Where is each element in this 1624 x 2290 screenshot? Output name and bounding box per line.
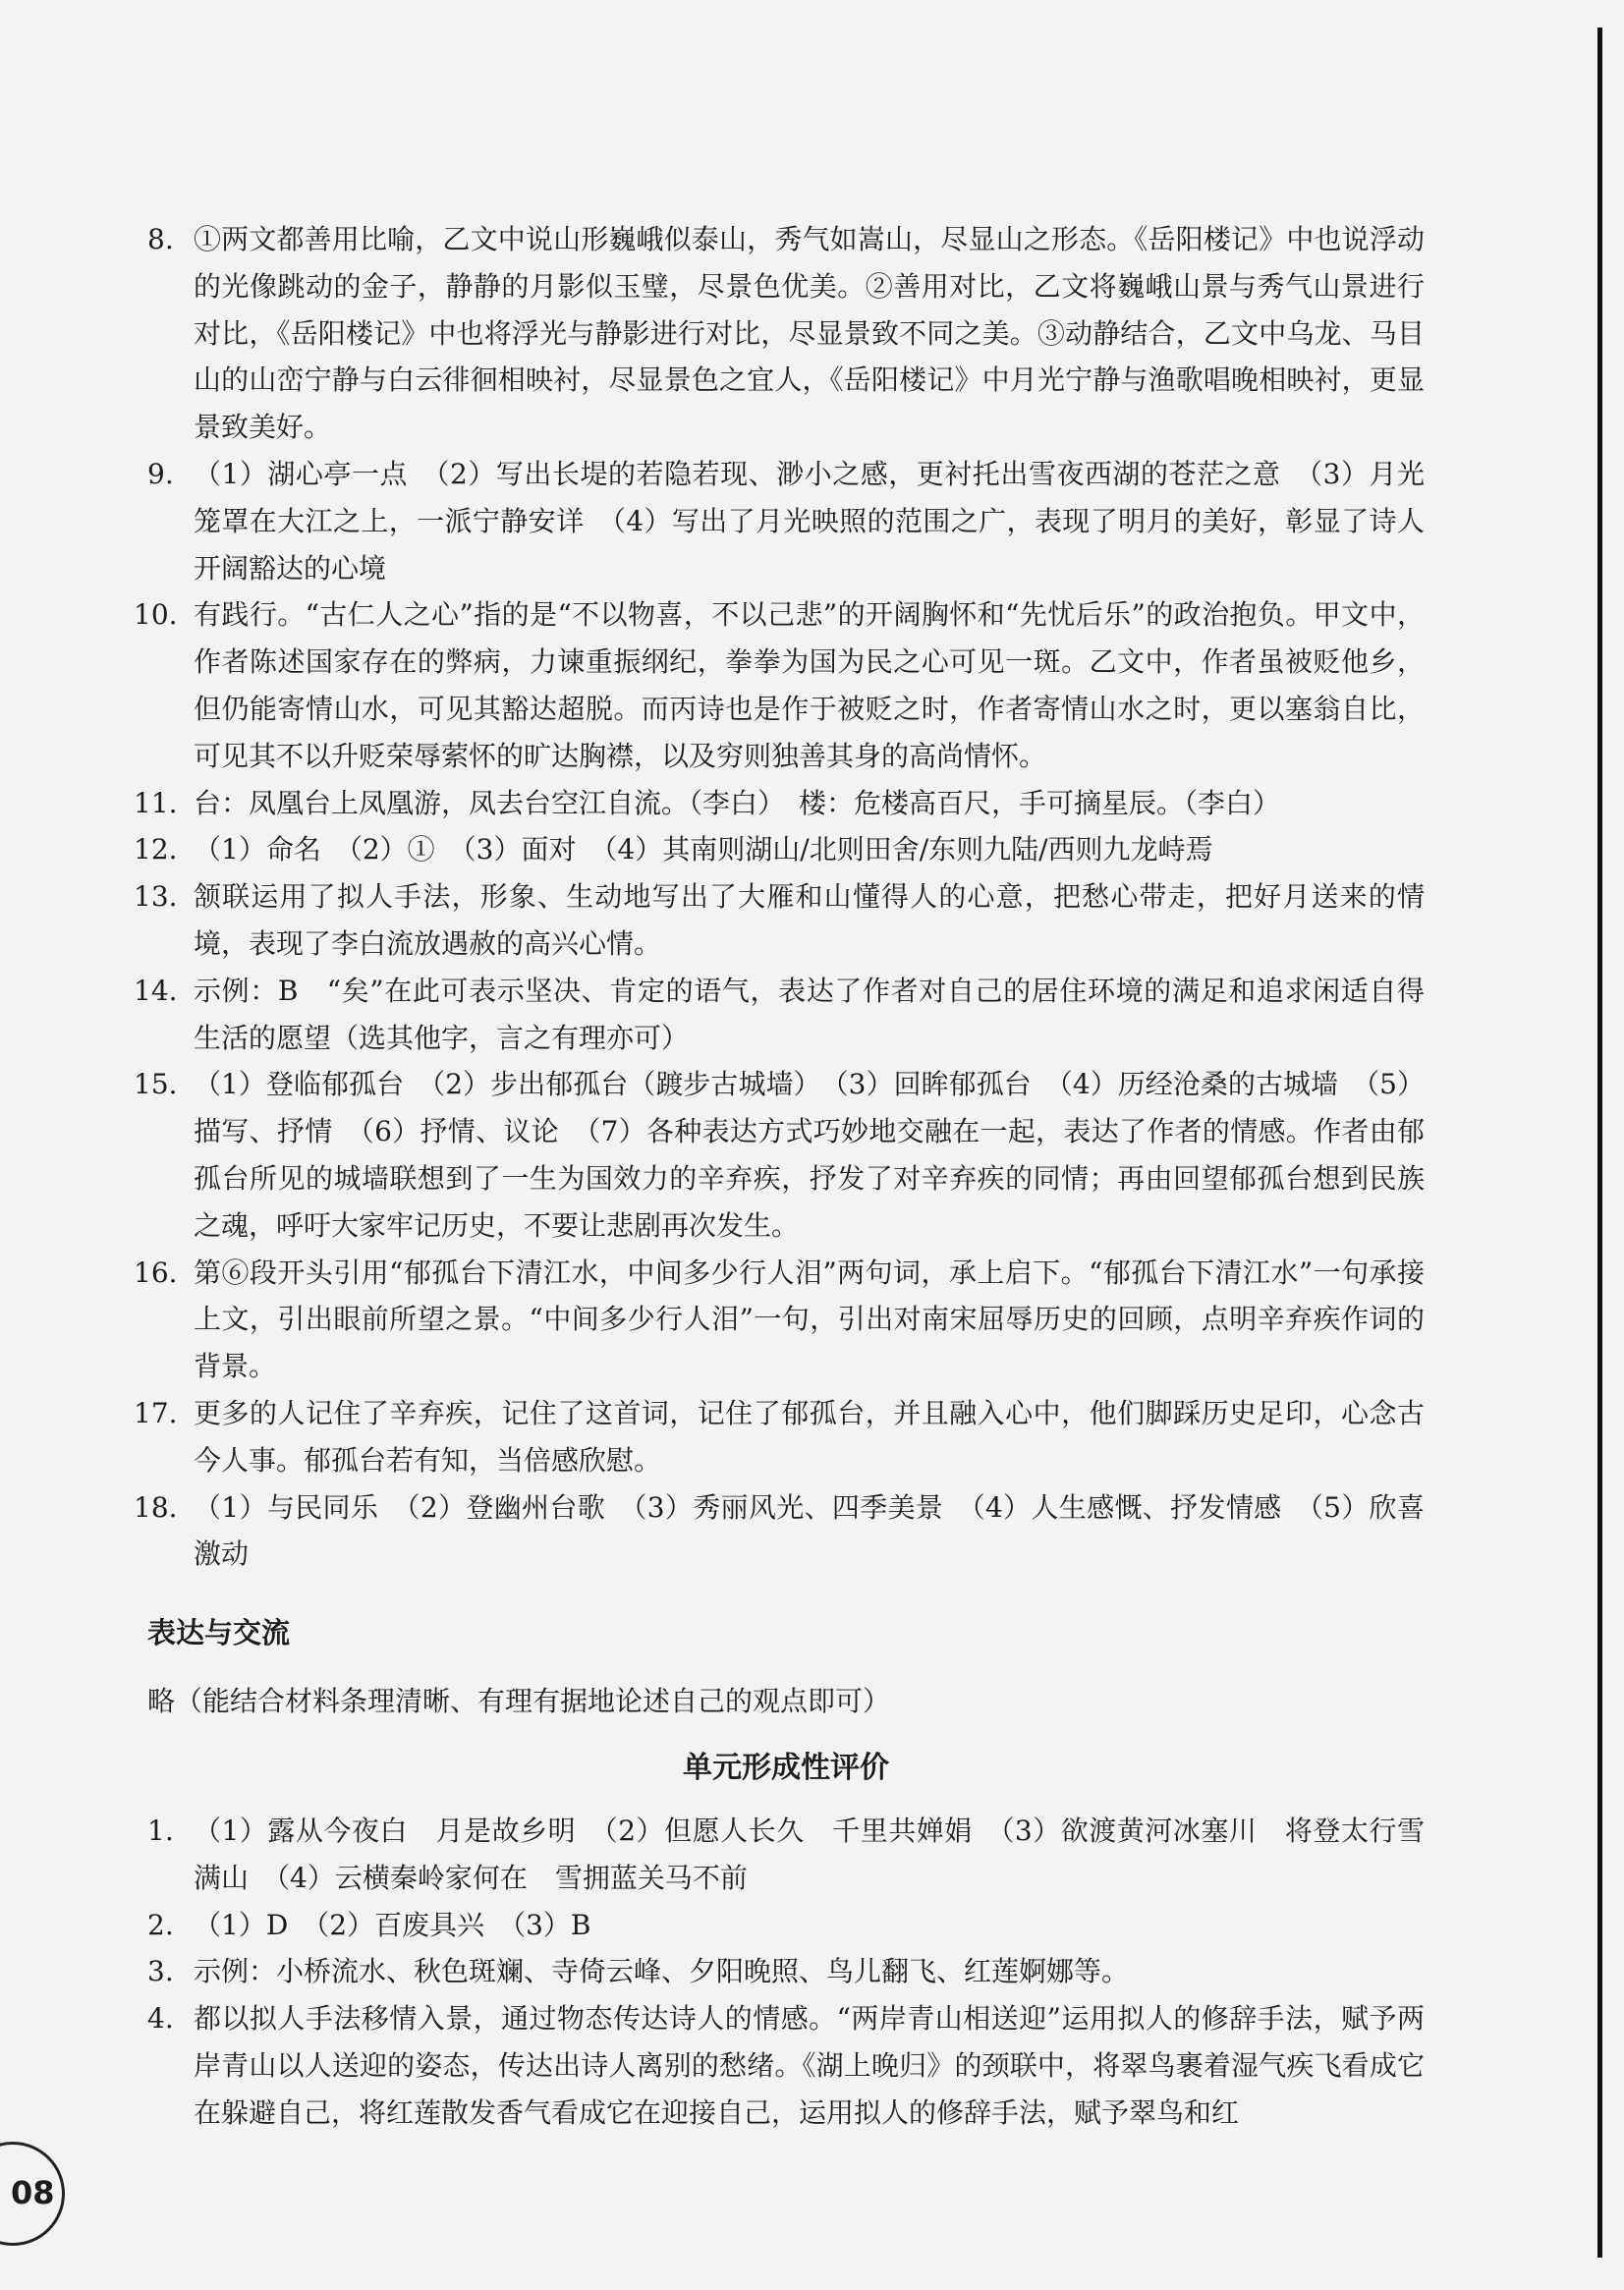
answer-item-18: 18. （1）与民同乐 （2）登幽州台歌 （3）秀丽风光、四季美景 （4）人生感慨、抒发情感 （5）欣喜激动 xyxy=(134,1490,1425,1571)
answer-item-b2: 2. （1）D （2）百废具兴 （3）B xyxy=(147,1908,591,1941)
answer-item-11: 11. 台：凤凰台上凤凰游，凤去台空江自流。（李白） 楼：危楼高百尺，手可摘星辰。（李白） xyxy=(134,786,1281,819)
page-number: 08 xyxy=(11,2174,55,2211)
answer-item-17: 17. 更多的人记住了辛弃疾，记住了这首词，记住了郁孤台，并且融入心中，他们脚踩历史足印，心念古今人事。郁孤台若有知，当倍感欣慰。 xyxy=(134,1396,1425,1477)
answer-item-14: 14. 示例：B “矣”在此可表示坚决、肯定的语气，表达了作者对自己的居住环境的满足和追求闲适自得生活的愿望（选其他字，言之有理亦可） xyxy=(134,974,1425,1054)
answer-item-b1: 1. （1）露从今夜白 月是故乡明 （2）但愿人长久 千里共婵娟 （3）欲渡黄河冰塞川 将登太行雪满山 （4）云横秦岭家何在 雪拥蓝关马不前 xyxy=(147,1814,1425,1894)
unit-title: 单元形成性评价 xyxy=(683,1750,889,1785)
answer-item-13: 13. 颔联运用了拟人手法，形象、生动地写出了大雁和山懂得人的心意，把愁心带走，把好月送来的情境，表现了李白流放遇赦的高兴心情。 xyxy=(134,880,1425,960)
answer-item-10: 10. 有践行。“古仁人之心”指的是“不以物喜，不以己悲”的开阔胸怀和“先忧后乐”的政治抱负。甲文中，作者陈述国家存在的弊病，力谏重振纲纪，拳拳为国为民之心可见一斑。乙文中，作者虽被贬他乡，但仍能寄情山水，可见其豁达超脱。而丙诗也是作于被贬之时，作者寄情山水之时，更以塞翁自比，可见其不以升贬荣辱萦怀的旷达胸襟，以及穷则独善其身的高尚情怀。 xyxy=(134,598,1425,772)
answer-content xyxy=(134,216,1425,2136)
answer-item-15: 15. （1）登临郁孤台 （2）步出郁孤台（踱步古城墙） （3）回眸郁孤台 （4）历经沧桑的古城墙 （5）描写、抒情 （6）抒情、议论 （7）各种表达方式巧妙地交融在一起，表达了作者的情感。作者由郁孤台所见的城墙联想到了一生为国效力的辛弃疾，抒发了对辛弃疾的同情；再由回望郁孤台想到民族之魂，呼吁大家牢记历史，不要让悲剧再次发生。 xyxy=(134,1068,1425,1242)
page-edge-bar xyxy=(1597,28,1602,2258)
answer-item-8: 8. ①两文都善用比喻，乙文中说山形巍峨似泰山，秀气如嵩山，尽显山之形态。《岳阳楼记》中也说浮动的光像跳动的金子，静静的月影似玉璧，尽景色优美。②善用对比，乙文将巍峨山景与秀气山景进行对比，《岳阳楼记》中也将浮光与静影进行对比，尽显景致不同之美。③动静结合，乙文中乌龙、马目山的山峦宁静与白云徘徊相映衬，尽显景色之宜人，《岳阳楼记》中月光宁静与渔歌唱晚相映衬，更显景致美好。 xyxy=(147,223,1425,444)
answer-item-b4: 4. 都以拟人手法移情入景，通过物态传达诗人的情感。“两岸青山相送迎”运用拟人的修辞手法，赋予两岸青山以人送迎的姿态，传达出诗人离别的愁绪。《湖上晚归》的颈联中，将翠鸟裹着湿气疾飞看成它在躲避自己，将红莲散发香气看成它在迎接自己，运用拟人的修辞手法，赋予翠鸟和红 xyxy=(147,2002,1425,2129)
section-text: 略（能结合材料条理清晰、有理有据地论述自己的观点即可） xyxy=(147,1685,891,1718)
answer-item-12: 12. （1）命名 （2）① （3）面对 （4）其南则湖山/北则田舍/东则九陆/西则九龙峙焉 xyxy=(134,833,1213,866)
answer-list-b xyxy=(147,1808,1425,2137)
page-number-badge xyxy=(0,2142,65,2246)
answer-item-b3: 3. 示例：小桥流水、秋色斑斓、寺倚云峰、夕阳晚照、鸟儿翻飞、红莲婀娜等。 xyxy=(147,1955,1130,1988)
section-heading: 表达与交流 xyxy=(147,1616,291,1650)
answer-item-16: 16. 第⑥段开头引用“郁孤台下清江水，中间多少行人泪”两句词，承上启下。“郁孤台下清江水”一句承接上文，引出眼前所望之景。“中间多少行人泪”一句，引出对南宋屈辱历史的回顾，点明辛弃疾作词的背景。 xyxy=(134,1256,1425,1383)
answer-item-9: 9. （1）湖心亭一点 （2）写出长堤的若隐若现、渺小之感，更衬托出雪夜西湖的苍茫之意 （3）月光笼罩在大江之上，一派宁静安详 （4）写出了月光映照的范围之广，表现了明月的美好，彰显了诗人开阔豁达的心境 xyxy=(147,457,1425,585)
answer-list-a xyxy=(134,216,1425,1578)
